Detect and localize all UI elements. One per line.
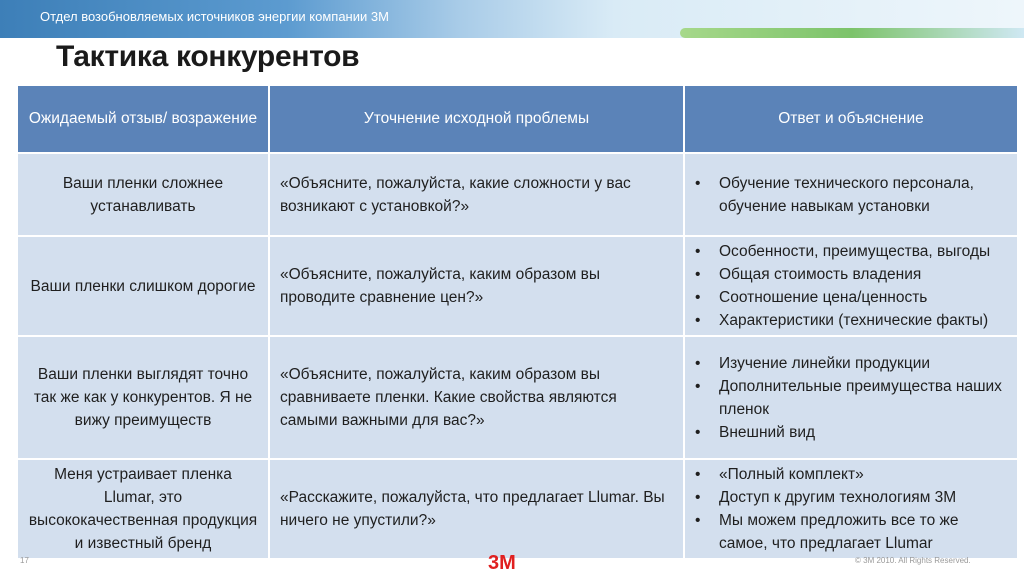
answer-item: • Особенности, преимущества, выгоды — [695, 240, 1007, 263]
header-question: Уточнение исходной проблемы — [269, 85, 684, 153]
objection-cell: Ваши пленки выглядят точно так же как у конкурентов. Я не вижу преимуществ — [17, 336, 269, 459]
header-answer: Ответ и объяснение — [684, 85, 1018, 153]
answer-cell — [684, 459, 1018, 559]
banner-text: Отдел возобновляемых источников энергии компании 3M — [40, 9, 389, 24]
table-row — [17, 336, 1018, 459]
question-cell: «Объясните, пожалуйста, каким образом вы сравниваете пленки. Какие свойства являются самыми важными для вас?» — [269, 336, 684, 459]
question-cell: «Объясните, пожалуйста, каким образом вы проводите сравнение цен?» — [269, 236, 684, 336]
header-objection: Ожидаемый отзыв/ возражение — [17, 85, 269, 153]
page-title: Тактика конкурентов — [56, 40, 360, 73]
answer-item: • Доступ к другим технологиям 3M — [695, 486, 1007, 509]
table-row — [17, 459, 1018, 559]
answer-item: • «Полный комплект» — [695, 463, 1007, 486]
answer-item: • Дополнительные преимущества наших пленок — [695, 375, 1007, 421]
banner-stripe — [680, 28, 1024, 38]
objection-cell: Ваши пленки слишком дорогие — [17, 236, 269, 336]
answer-item: • Обучение технического персонала, обучение навыкам установки — [695, 172, 1007, 218]
table-row — [17, 236, 1018, 336]
top-banner — [0, 0, 1024, 38]
3m-logo: 3M — [488, 552, 516, 574]
objection-cell: Меня устраивает пленка Llumar, это высококачественная продукция и известный бренд — [17, 459, 269, 559]
question-cell: «Объясните, пожалуйста, какие сложности у вас возникают с установкой?» — [269, 153, 684, 236]
tactics-table — [16, 84, 1019, 560]
answer-cell — [684, 153, 1018, 236]
answer-item: • Внешний вид — [695, 421, 1007, 444]
answer-item: • Мы можем предложить все то же самое, что предлагает Llumar — [695, 509, 1007, 555]
answer-item: • Соотношение цена/ценность — [695, 286, 1007, 309]
table-row — [17, 153, 1018, 236]
answer-list — [695, 463, 1007, 555]
answer-list — [695, 352, 1007, 444]
answer-item: • Изучение линейки продукции — [695, 352, 1007, 375]
answer-list — [695, 240, 1007, 332]
answer-item: • Характеристики (технические факты) — [695, 309, 1007, 332]
answer-cell — [684, 236, 1018, 336]
answer-item: • Общая стоимость владения — [695, 263, 1007, 286]
copyright-text: © 3M 2010. All Rights Reserved. — [855, 556, 971, 565]
table-header-row — [17, 85, 1018, 153]
answer-cell — [684, 336, 1018, 459]
objection-cell: Ваши пленки сложнее устанавливать — [17, 153, 269, 236]
page-number: 17 — [20, 556, 29, 565]
answer-list — [695, 172, 1007, 218]
question-cell: «Расскажите, пожалуйста, что предлагает Llumar. Вы ничего не упустили?» — [269, 459, 684, 559]
